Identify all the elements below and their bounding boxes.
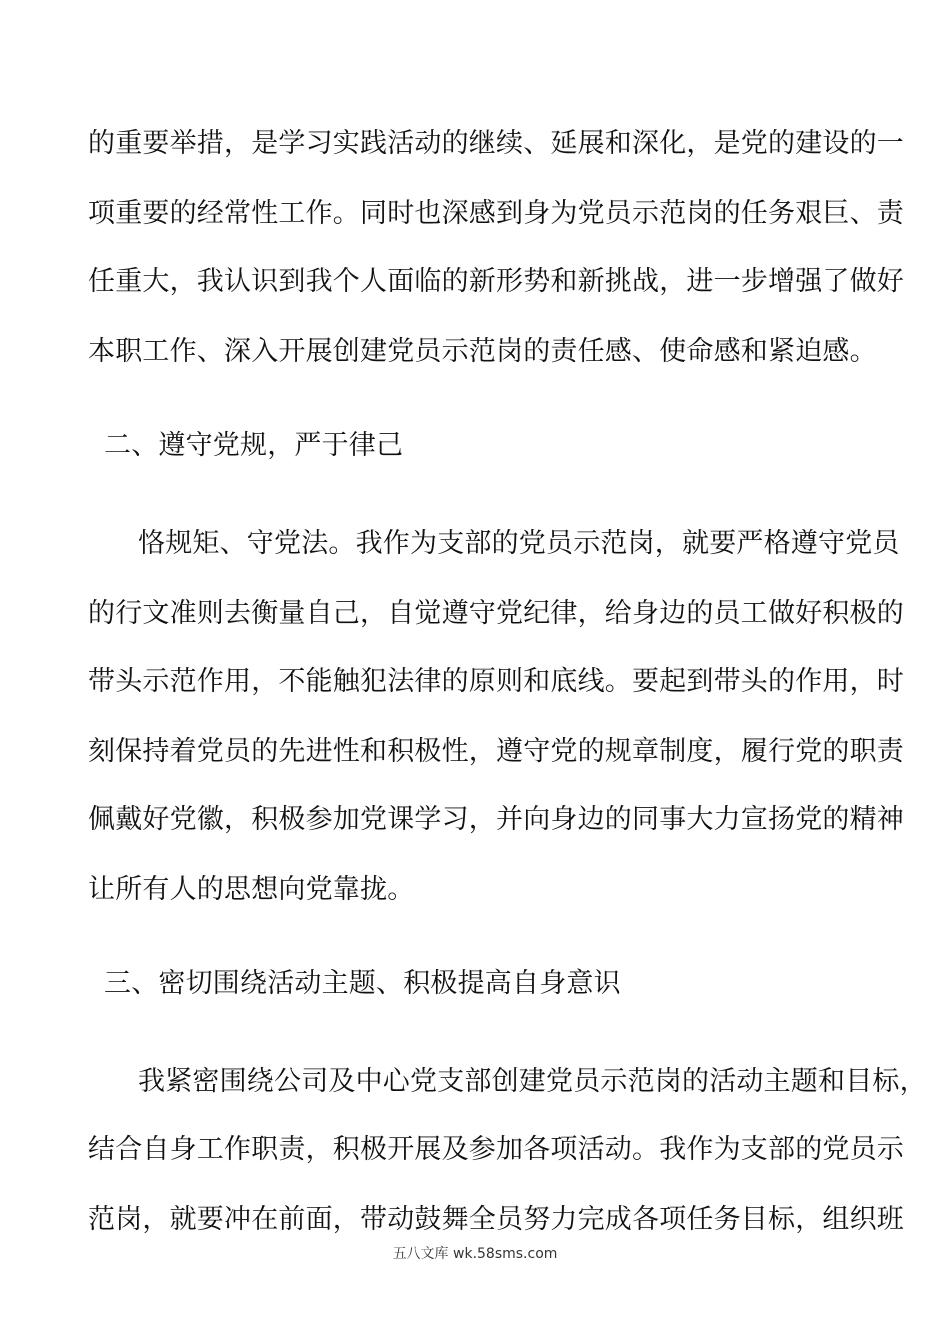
paragraph-1-line-1: 的重要举措，是学习实践活动的继续、延展和深化，是党的建设的一 — [88, 128, 904, 159]
paragraph-2-line-5: 佩戴好党徽，积极参加党课学习，并向身边的同事大力宣扬党的精神 — [88, 804, 904, 835]
section-heading-2: 二、遵守党规，严于律己 — [104, 430, 404, 461]
paragraph-3-line-2: 结合自身工作职责，积极开展及参加各项活动。我作为支部的党员示 — [88, 1134, 904, 1165]
paragraph-1-line-4: 本职工作、深入开展创建党员示范岗的责任感、使命感和紧迫感。 — [88, 336, 877, 367]
paragraph-3-line-3: 范岗，就要冲在前面，带动鼓舞全员努力完成各项任务目标，组织班 — [88, 1204, 904, 1235]
section-heading-3: 三、密切围绕活动主题、积极提高自身意识 — [104, 968, 621, 999]
paragraph-2-line-3: 带头示范作用，不能触犯法律的原则和底线。要起到带头的作用，时 — [88, 666, 904, 697]
paragraph-1-line-3: 任重大，我认识到我个人面临的新形势和新挑战，进一步增强了做好 — [88, 266, 904, 297]
paragraph-3-line-1: 我紧密围绕公司及中心党支部创建党员示范岗的活动主题和目标， — [138, 1066, 927, 1097]
paragraph-2-line-2: 的行文准则去衡量自己，自觉遵守党纪律，给身边的员工做好积极的 — [88, 598, 904, 629]
paragraph-2-line-1: 恪规矩、守党法。我作为支部的党员示范岗，就要严格遵守党员 — [138, 528, 900, 559]
paragraph-2-line-6: 让所有人的思想向党靠拢。 — [88, 874, 415, 905]
paragraph-2-line-4: 刻保持着党员的先进性和积极性，遵守党的规章制度，履行党的职责 — [88, 736, 904, 767]
paragraph-1-line-2: 项重要的经常性工作。同时也深感到身为党员示范岗的任务艰巨、责 — [88, 198, 904, 229]
page-footer-watermark: 五八文库 wk.58sms.com — [392, 1246, 558, 1262]
